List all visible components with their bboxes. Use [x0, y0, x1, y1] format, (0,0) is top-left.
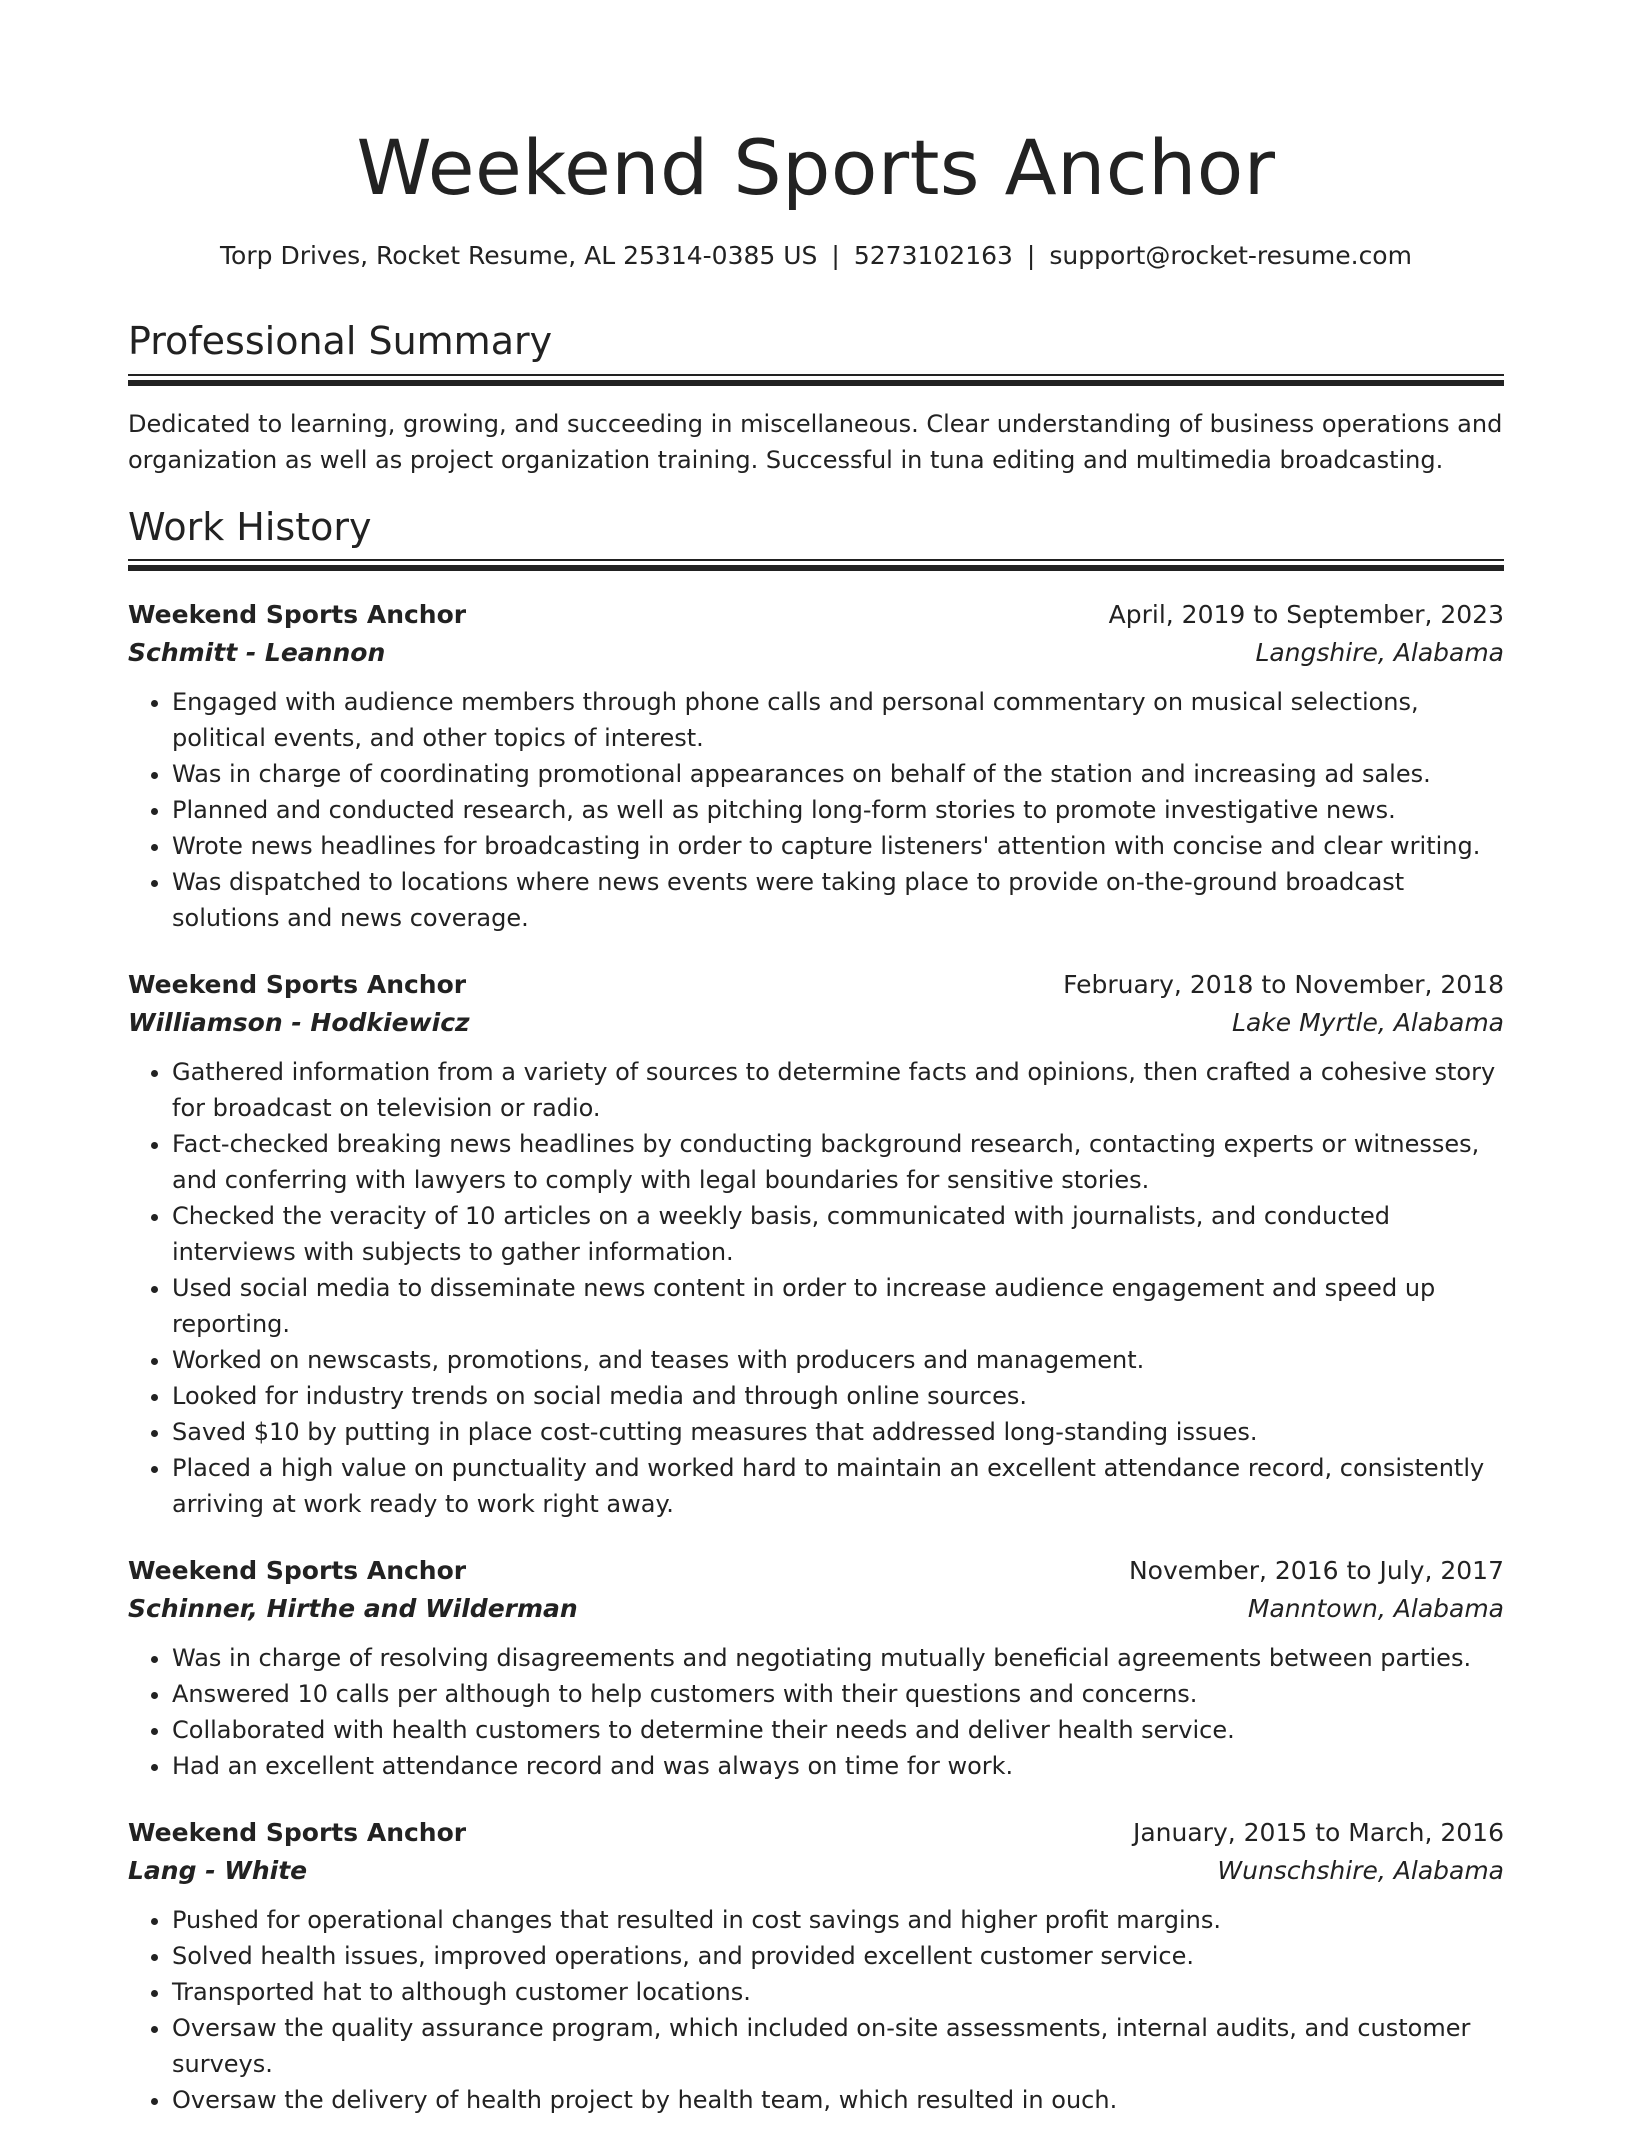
job-entry — [128, 1552, 1504, 1784]
job-bullet: • Planned and conducted research, as well as pitching long-form stories to promote investigative news. — [172, 792, 1504, 828]
job-bullet: • Had an excellent attendance record and was always on time for work. — [172, 1748, 1504, 1784]
job-company-row — [128, 1004, 1504, 1042]
job-entry — [128, 1814, 1504, 2118]
job-dates: November, 2016 to July, 2017 — [1128, 1556, 1504, 1585]
job-bullet: • Worked on newscasts, promotions, and teases with producers and management. — [172, 1342, 1504, 1378]
job-header-row — [128, 1552, 1504, 1590]
job-bullet: • Was in charge of coordinating promotional appearances on behalf of the station and increasing ad sales. — [172, 756, 1504, 792]
contact-phone: 5273102163 — [853, 241, 1013, 270]
job-bullet: • Answered 10 calls per although to help customers with their questions and concerns. — [172, 1676, 1504, 1712]
job-dates: February, 2018 to November, 2018 — [1063, 970, 1504, 999]
job-title: Weekend Sports Anchor — [128, 970, 467, 999]
job-bullet: • Pushed for operational changes that resulted in cost savings and higher profit margins. — [172, 1902, 1504, 1938]
job-company-row — [128, 1590, 1504, 1628]
job-title: Weekend Sports Anchor — [128, 600, 467, 629]
job-company-row — [128, 1852, 1504, 1890]
contact-email: support@rocket-resume.com — [1049, 241, 1412, 270]
job-bullet: • Gathered information from a variety of sources to determine facts and opinions, then crafted a cohesive story for broadcast on television or radio. — [172, 1054, 1504, 1126]
job-bullet: • Solved health issues, improved operations, and provided excellent customer service. — [172, 1938, 1504, 1974]
job-location: Langshire, Alabama — [1255, 638, 1504, 667]
summary-text: Dedicated to learning, growing, and succeeding in miscellaneous. Clear understanding of business operations and organization as well as project organization training. Successful in tuna editing and multimedia broadcasting. — [128, 410, 1503, 474]
job-bullets — [128, 1640, 1504, 1784]
job-bullet: • Checked the veracity of 10 articles on a weekly basis, communicated with journalists, and conducted interviews with subjects to gather information. — [172, 1198, 1504, 1270]
job-bullet: • Collaborated with health customers to determine their needs and deliver health service. — [172, 1712, 1504, 1748]
job-dates: April, 2019 to September, 2023 — [1108, 600, 1504, 629]
job-bullet: • Oversaw the delivery of health project by health team, which resulted in ouch. — [172, 2082, 1504, 2118]
contact-address: Torp Drives, Rocket Resume, AL 25314-0385 US — [220, 241, 818, 270]
job-entry — [128, 596, 1504, 936]
work-history-list — [128, 596, 1504, 2148]
job-bullet: • Was dispatched to locations where news events were taking place to provide on-the-ground broadcast solutions and news coverage. — [172, 864, 1504, 936]
contact-separator: | — [1026, 241, 1036, 270]
summary-heading: Professional Summary — [128, 319, 553, 363]
job-bullet: • Was in charge of resolving disagreements and negotiating mutually beneficial agreements between parties. — [172, 1640, 1504, 1676]
work-history-divider — [128, 559, 1504, 571]
job-bullets — [128, 1902, 1504, 2118]
job-bullet: • Fact-checked breaking news headlines by conducting background research, contacting experts or witnesses, and conferring with lawyers to comply with legal boundaries for sensitive stories. — [172, 1126, 1504, 1198]
resume-name: Weekend Sports Anchor — [356, 123, 1276, 212]
contact-line — [128, 236, 1504, 276]
job-entry — [128, 966, 1504, 1522]
job-bullets — [128, 1054, 1504, 1522]
job-bullet: • Saved $10 by putting in place cost-cutting measures that addressed long-standing issues. — [172, 1414, 1504, 1450]
job-company: Schmitt - Leannon — [128, 638, 386, 667]
work-history-heading: Work History — [128, 505, 372, 549]
job-header-row — [128, 966, 1504, 1004]
job-bullet: • Placed a high value on punctuality and worked hard to maintain an excellent attendance record, consistently arriving at work ready to work right away. — [172, 1450, 1504, 1522]
job-company: Williamson - Hodkiewicz — [128, 1008, 470, 1037]
job-company-row — [128, 634, 1504, 672]
job-location: Lake Myrtle, Alabama — [1232, 1008, 1504, 1037]
job-header-row — [128, 1814, 1504, 1852]
job-bullet: • Oversaw the quality assurance program, which included on-site assessments, internal audits, and customer surveys. — [172, 2010, 1504, 2082]
job-title: Weekend Sports Anchor — [128, 1818, 467, 1847]
job-bullet: • Engaged with audience members through phone calls and personal commentary on musical selections, political events, and other topics of interest. — [172, 684, 1504, 756]
job-bullet: • Looked for industry trends on social media and through online sources. — [172, 1378, 1504, 1414]
job-bullets — [128, 684, 1504, 936]
job-company: Lang - White — [128, 1856, 308, 1885]
job-bullet: • Used social media to disseminate news content in order to increase audience engagement and speed up reporting. — [172, 1270, 1504, 1342]
job-header-row — [128, 596, 1504, 634]
job-location: Manntown, Alabama — [1247, 1594, 1504, 1623]
summary-divider — [128, 374, 1504, 386]
job-dates: January, 2015 to March, 2016 — [1132, 1818, 1504, 1847]
job-bullet: • Wrote news headlines for broadcasting in order to capture listeners' attention with concise and clear writing. — [172, 828, 1504, 864]
job-company: Schinner, Hirthe and Wilderman — [128, 1594, 578, 1623]
contact-separator: | — [831, 241, 840, 270]
job-title: Weekend Sports Anchor — [128, 1556, 467, 1585]
job-location: Wunschshire, Alabama — [1217, 1856, 1504, 1885]
job-bullet: • Transported hat to although customer locations. — [172, 1974, 1504, 2010]
